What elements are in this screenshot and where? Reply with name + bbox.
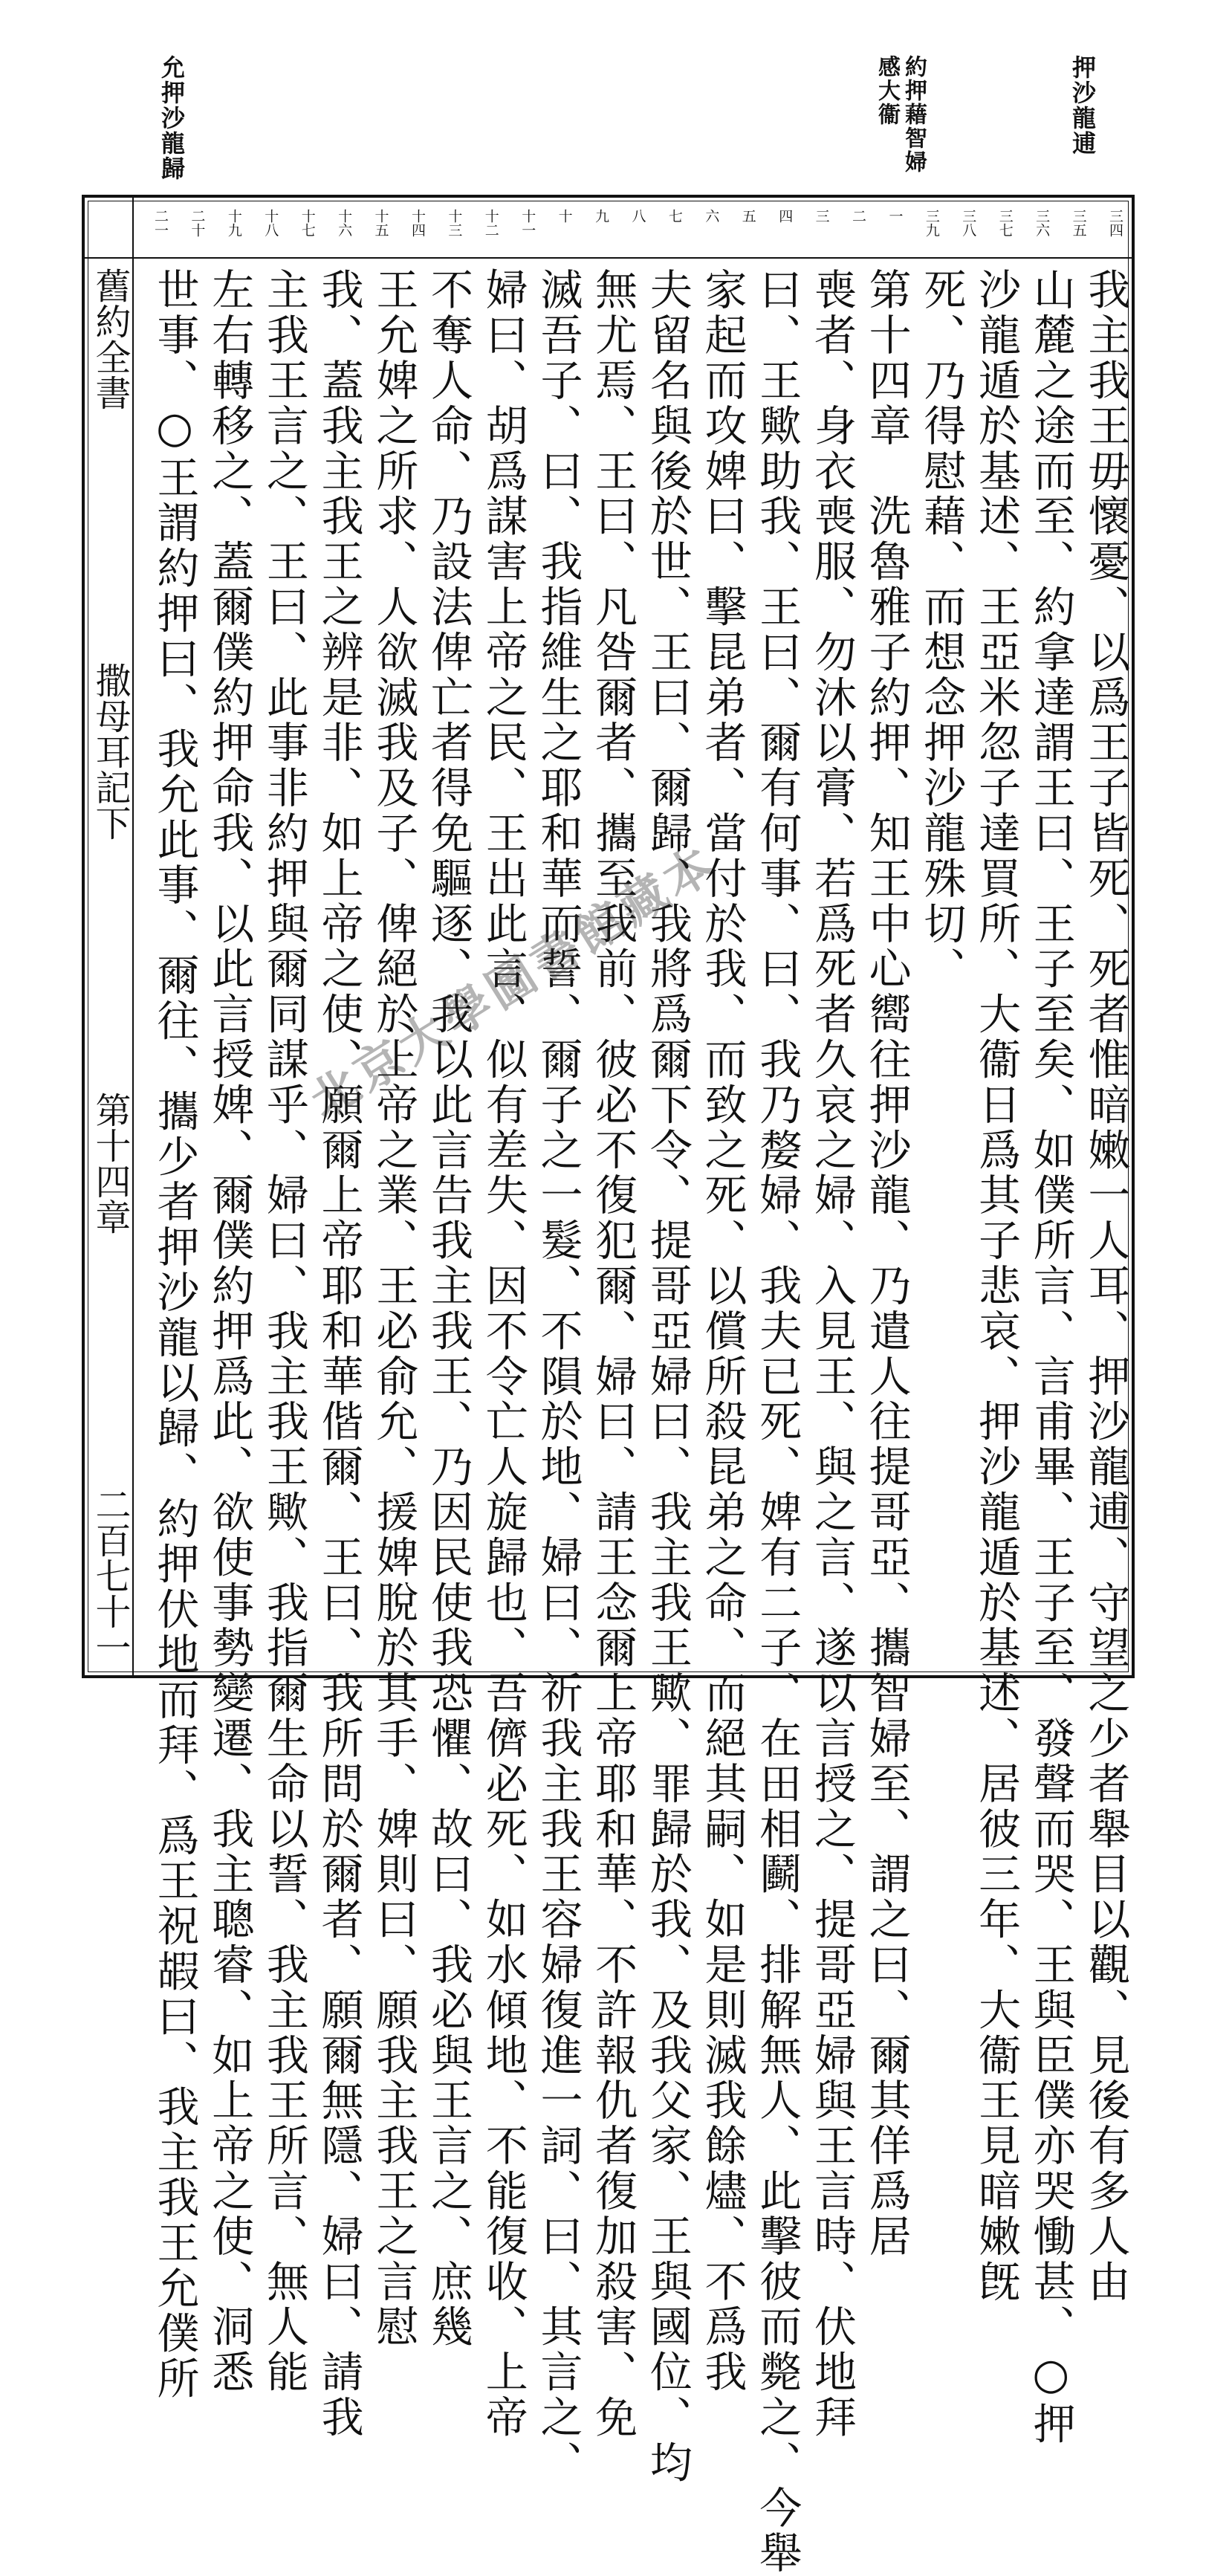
text-column: 無尤焉、王曰、凡咎爾者、攜至我前、彼必不復犯爾、婦曰、請王念爾上帝耶和華、不許報仇者復加殺害、免: [588, 268, 638, 2441]
text-column: 左右轉移之、蓋爾僕約押命我、以此言授婢、爾僕約押爲此、欲使事勢變遷、我主聰睿、如上帝之使、洞悉: [204, 268, 254, 2395]
library-watermark: 北京大學圖書館藏本: [300, 834, 727, 1130]
verse-index-number: 六: [703, 209, 720, 223]
verse-index-number: 三八: [960, 209, 977, 237]
verse-index-rule: [82, 257, 1135, 259]
text-column: 山麓之途而至、約拿達謂王曰、王子至矣、如僕所言、言甫畢、王子至、發聲而哭、王與臣僕亦哭慟甚、○押: [1026, 268, 1076, 2447]
verse-index-number: 四: [776, 209, 794, 223]
text-column: 第十四章 洗魯雅子約押、知王中心嚮往押沙龍、乃遣人往提哥亞、攜智婦至、謂之曰、爾其佯爲居: [862, 268, 912, 2259]
text-column: 滅吾子、曰、我指維生之耶和華而誓、爾子之一髮、不隕於地、婦曰、祈我主我王容婦復進一詞、曰、其言之、: [533, 268, 583, 2486]
verse-index-number: 二一: [152, 209, 169, 237]
verse-index-number: 二: [850, 209, 867, 223]
verse-index-number: 二十: [189, 209, 206, 237]
verse-index-number: 三四: [1107, 209, 1123, 237]
verse-index-number: 十六: [336, 209, 353, 237]
verse-index-number: 三九: [923, 209, 940, 237]
verse-index-number: 十三: [446, 209, 463, 237]
title-column-rule: [132, 198, 134, 1675]
page-number: 二百七十一: [89, 1486, 131, 1665]
text-column: 王允婢之所求、人欲滅我及子、俾絕於上帝之業、王必俞允、援婢脫於其手、婢則曰、願我主我王之言慰: [369, 268, 418, 2350]
verse-index-number: 十四: [409, 209, 426, 237]
verse-index-number: 三: [813, 209, 830, 223]
verse-index-number: 十九: [225, 209, 242, 237]
running-heading-right: 押沙龍逋: [1069, 55, 1097, 156]
text-column: 不奪人命、乃設法俾亡者得免驅逐、我以此言告我主我王、乃因民使我恐懼、故曰、我必與王言之、庶幾: [424, 268, 473, 2350]
running-heading-middle: 約押藉智婦感大衞: [874, 55, 927, 174]
verse-index-number: 十一: [519, 209, 536, 237]
text-column: 夫留名與後於世、王曰、爾歸、我將爲爾下令、提哥亞婦曰、我主我王歟、罪歸於我、及我父家、王與國位、均: [643, 268, 693, 2486]
book-title-column: [91, 268, 129, 1665]
book-title: 舊約全書: [89, 268, 131, 410]
book-chapter: 第十四章: [89, 1092, 131, 1235]
text-column: 曰、王歟助我、王曰、爾有何事、曰、我乃嫠婦、我夫已死、婢有二子、在田相鬬、排解無人、此擊彼而斃之、今舉: [752, 268, 802, 2576]
verse-index-number: 十五: [372, 209, 389, 237]
verse-index-number: 九: [593, 209, 610, 223]
verse-index-number: 十二: [482, 209, 499, 237]
verse-index-number: 三五: [1070, 209, 1087, 237]
text-column: 我、蓋我主我王之辨是非、如上帝之使、願爾上帝耶和華偕爾、王曰、我所問於爾者、願爾無隱、婦曰、請我: [314, 268, 364, 2441]
text-column: 沙龍遁於基述、王亞米忽子達買所、大衞日爲其子悲哀、押沙龍遁於基述、居彼三年、大衞王見暗嫩旣: [971, 268, 1021, 2305]
verse-index-number: 十: [556, 209, 573, 223]
book-section: 撒母耳記下: [89, 661, 131, 841]
verse-index-number: 八: [629, 209, 646, 223]
running-heading-left: 允押沙龍歸: [158, 55, 186, 181]
verse-index-number: 十八: [262, 209, 279, 237]
text-column: 婦曰、胡爲謀害上帝之民、王出此言、似有差失、因不令亡人旋歸也、吾儕必死、如水傾地、不能復收、上帝: [479, 268, 528, 2441]
text-column: 主我王言之、王曰、此事非約押與爾同謀乎、婦曰、我主我王歟、我指爾生命以誓、我主我王所言、無人能: [259, 268, 309, 2395]
verse-index-number: 七: [666, 209, 683, 223]
verse-index-number: 五: [739, 209, 756, 223]
verse-index-number: 一: [886, 209, 904, 223]
text-column: 我主我王毋懷憂、以爲王子皆死、死者惟暗嫩一人耳、押沙龍逋、守望之少者舉目以觀、見後有多人由: [1081, 268, 1130, 2305]
text-column: 家起而攻婢曰、擊昆弟者、當付於我、而致之死、以償所殺昆弟之命、而絕其嗣、如是則滅我餘燼、不爲我: [698, 268, 748, 2395]
verse-index-number: 三七: [996, 209, 1014, 237]
text-column: 世事、○王謂約押曰、我允此事、爾往、攜少者押沙龍以歸、約押伏地而拜、爲王祝嘏曰、我主我王允僕所: [150, 268, 199, 2402]
verse-index-number: 十七: [299, 209, 316, 237]
text-column: 死、乃得慰藉、而想念押沙龍殊切、: [916, 268, 966, 992]
text-column: 喪者、身衣喪服、勿沐以膏、若爲死者久哀之婦、入見王、與之言、遂以言授之、提哥亞婦與王言時、伏地拜: [807, 268, 857, 2441]
verse-index-number: 三六: [1034, 209, 1051, 237]
